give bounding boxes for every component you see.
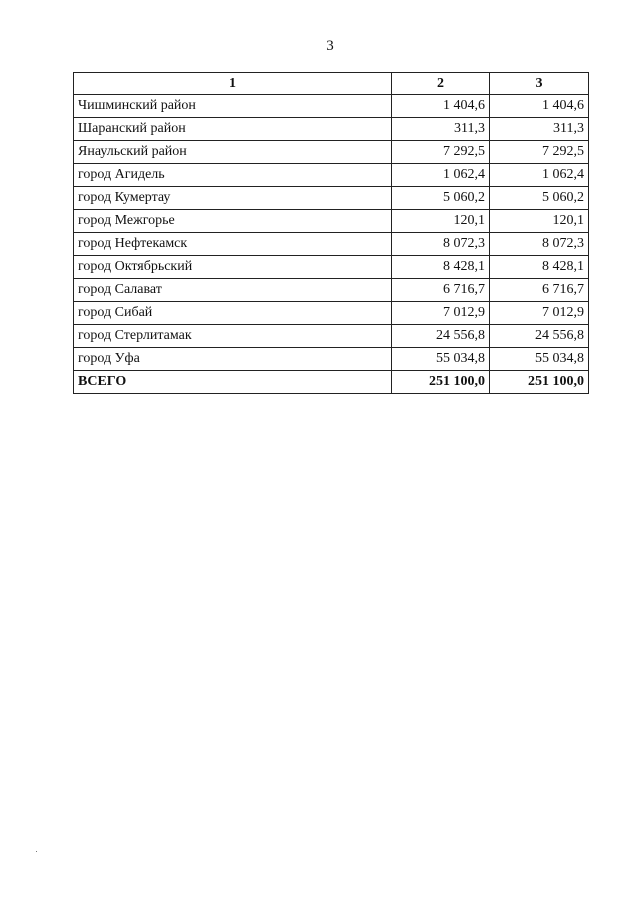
table-body: [74, 95, 589, 394]
table-row: [74, 325, 589, 348]
row-name-cell: Чишминский район: [74, 95, 392, 118]
row-name-cell: город Салават: [74, 279, 392, 302]
row-col-2-cell: 311,3: [392, 118, 490, 141]
total-col-3: 251 100,0: [490, 371, 589, 394]
row-col-2-cell: 120,1: [392, 210, 490, 233]
table-row: [74, 279, 589, 302]
row-name-cell: Янаульский район: [74, 141, 392, 164]
total-col-2: 251 100,0: [392, 371, 490, 394]
header-col-2: 2: [392, 73, 490, 95]
table-row: [74, 141, 589, 164]
table-row: [74, 187, 589, 210]
row-col-3-cell: 120,1: [490, 210, 589, 233]
row-name-cell: город Кумертау: [74, 187, 392, 210]
row-col-2-cell: 8 072,3: [392, 233, 490, 256]
scan-speck: [36, 851, 37, 852]
header-col-3: 3: [490, 73, 589, 95]
row-col-2-cell: 7 292,5: [392, 141, 490, 164]
table-row: [74, 302, 589, 325]
row-col-3-cell: 1 404,6: [490, 95, 589, 118]
row-col-2-cell: 24 556,8: [392, 325, 490, 348]
table-row: [74, 95, 589, 118]
row-name-cell: город Межгорье: [74, 210, 392, 233]
row-col-2-cell: 1 062,4: [392, 164, 490, 187]
row-col-3-cell: 7 292,5: [490, 141, 589, 164]
row-col-3-cell: 8 428,1: [490, 256, 589, 279]
table-row: [74, 164, 589, 187]
table-row: [74, 348, 589, 371]
row-col-3-cell: 1 062,4: [490, 164, 589, 187]
total-row: [74, 371, 589, 394]
row-col-3-cell: 24 556,8: [490, 325, 589, 348]
row-col-2-cell: 7 012,9: [392, 302, 490, 325]
row-col-3-cell: 7 012,9: [490, 302, 589, 325]
row-col-3-cell: 55 034,8: [490, 348, 589, 371]
row-name-cell: Шаранский район: [74, 118, 392, 141]
header-col-1: 1: [74, 73, 392, 95]
row-col-2-cell: 5 060,2: [392, 187, 490, 210]
row-name-cell: город Октябрьский: [74, 256, 392, 279]
row-name-cell: город Сибай: [74, 302, 392, 325]
table-row: [74, 118, 589, 141]
row-col-3-cell: 8 072,3: [490, 233, 589, 256]
row-name-cell: город Стерлитамак: [74, 325, 392, 348]
row-col-2-cell: 55 034,8: [392, 348, 490, 371]
row-name-cell: город Нефтекамск: [74, 233, 392, 256]
row-col-2-cell: 1 404,6: [392, 95, 490, 118]
row-col-3-cell: 5 060,2: [490, 187, 589, 210]
table-row: [74, 233, 589, 256]
row-col-2-cell: 8 428,1: [392, 256, 490, 279]
total-label: ВСЕГО: [74, 371, 392, 394]
page-number: 3: [326, 38, 334, 54]
row-name-cell: город Уфа: [74, 348, 392, 371]
row-col-2-cell: 6 716,7: [392, 279, 490, 302]
allocation-table: [73, 72, 589, 394]
row-col-3-cell: 6 716,7: [490, 279, 589, 302]
table-header-row: [74, 73, 589, 95]
row-name-cell: город Агидель: [74, 164, 392, 187]
table-row: [74, 210, 589, 233]
table-row: [74, 256, 589, 279]
row-col-3-cell: 311,3: [490, 118, 589, 141]
